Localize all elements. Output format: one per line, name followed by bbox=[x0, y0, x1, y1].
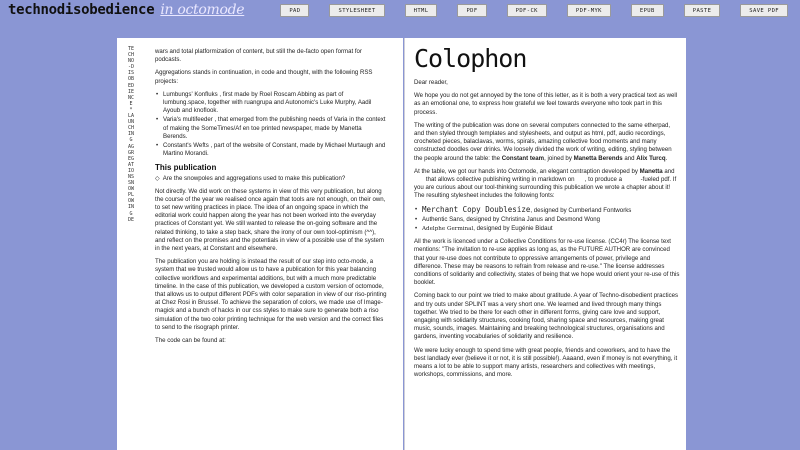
list-item: • Constant's Wefts , part of the website of Constant, made by Michael Murtaugh and Martino Morandi. bbox=[155, 142, 387, 158]
section-heading: This publication bbox=[155, 163, 217, 173]
font-name: Merchant Copy Doublesize bbox=[422, 204, 531, 214]
text: and bbox=[664, 167, 675, 175]
paragraph bbox=[414, 168, 680, 201]
font-list bbox=[414, 206, 680, 234]
stylesheet-button[interactable]: STYLESHEET bbox=[329, 4, 384, 17]
font-credit: , designed by Eugénie Bidaut bbox=[473, 225, 553, 233]
html-button[interactable]: HTML bbox=[405, 4, 438, 17]
question bbox=[155, 175, 387, 183]
diamond-icon: ◇ bbox=[155, 175, 160, 183]
text: Manetta bbox=[639, 167, 663, 175]
page-title: Colophon bbox=[414, 44, 527, 73]
paste-button[interactable]: PASTE bbox=[684, 4, 721, 17]
paragraph: All the work is licenced under a Collective Conditions for re-use license. (CC4r) The license text mentions: "The invitation to re-use applies as long as, as the FUTURE AUTHOR are convinced that your re-use does not contribute to oppressive arrangements of power, privilege and difference. These may be reasons to refrain from release and re-use." The license addresses conditions of solidarity and collectivity, states of being that we hope would orient your re-use of this booklet. bbox=[414, 238, 680, 287]
text: The resulting stylesheet includes the following fonts: bbox=[414, 192, 555, 200]
list-item bbox=[414, 216, 680, 224]
brand-title: technodisobedience bbox=[8, 2, 155, 18]
right-page bbox=[404, 38, 686, 450]
paragraph: Coming back to our point we tried to make about gratitude. A year of Techno-disobedient practices and try outs under SPLINT was a very short one. We learned and lived through many things together. We tried to be there for each other in different forms, giving care love and support, engaging with solidarity structures, cooking food, sharing space and resources, making great music, sounds, images. Maintaining and breaking technological structures, organisations and gardens, inventing vocabularies of solidarity and resilience. bbox=[414, 292, 679, 341]
text: and bbox=[624, 154, 635, 162]
left-column bbox=[155, 48, 387, 350]
text: At the table, we got our hands into Octomode, an elegant contraption developed by bbox=[414, 167, 638, 175]
text: , to produce a bbox=[584, 176, 622, 184]
pad-button[interactable]: PAD bbox=[280, 4, 309, 17]
paragraph: We were lucky enough to spend time with great people, friends and coworkers, and to have the best landlady ever (believe it or not, it is still possible!). Aaaand, even if money is not everything, it means a lot to be able to support many artists, researchers and collectives with meetings, workshops, commissions, and more. bbox=[414, 346, 678, 379]
text: Manetta Berends bbox=[573, 154, 623, 162]
pdf-ck-button[interactable]: PDF-CK bbox=[507, 4, 547, 17]
font-credit: , designed by Cumberland Fontworks bbox=[530, 206, 632, 214]
running-title: TECHNO-DISOBEDIENCE * LAUNCHING AGGREGATIONS SNOWPLOWING DE bbox=[127, 46, 135, 223]
left-page bbox=[117, 38, 403, 450]
brand bbox=[8, 2, 244, 18]
question-text: Are the snowpoles and aggregations used to make this publication? bbox=[162, 175, 346, 183]
paragraph: Not directly. We did work on these systems in view of this very publication, but along the course of the year we realised once again that tools are not enough, on their own, to set new writing practices in place. The idea of an ongoing space in which the editorial work could happen along the year has not been worked into the everyday practices of Constant yet. We still wanted to release the on-going software and the related thinking, to take a step back, share the irony of our own tool-optimism (^^), and reflect on the promises and the potentials in view of a possible use of the system in the next years, at Constant and elsewhere. bbox=[155, 187, 386, 253]
text: Constant team bbox=[501, 154, 545, 162]
paragraph: The publication you are holding is instead the result of our step into octo-mode, a system that we trusted would allow us to have a publication for this year balancing collective workflows and experimental additions, but with a much more predictable timeline. In the case of this publication, we developed a custom version of octomode, that allows us to output different PDFs with color separation in view of our riso-printing at Chez Rosi in Brussel. To achieve the separation of colors, we made use of Image-magick and a bunch of hacks in our css styles to make sure to generate both a riso simulation of the two color printing technique for the web version and the correct files to send to the risograph printer. bbox=[155, 258, 387, 331]
list-item bbox=[414, 225, 680, 233]
epub-button[interactable]: EPUB bbox=[631, 4, 664, 17]
text: , joined by bbox=[544, 154, 572, 162]
paragraph: Aggregations stands in continuation, in code and thought, with the following RSS projects: bbox=[155, 69, 373, 85]
list-item: • Lumbungs' Konfluks , first made by Roel Roscam Abbing as part of lumbung.space, together with ruangrupa and Autonomic's Luke Murphy, Aadil Ayoub and knoflook. bbox=[155, 91, 387, 116]
font-name: Authentic Sans bbox=[422, 215, 463, 223]
font-name: Adelphe Germinal bbox=[422, 226, 474, 233]
paragraph: wars and total platformization of content, but still the de-facto open format for podcasts. bbox=[155, 48, 362, 64]
text: that allows collective publishing writing in markdown on bbox=[425, 176, 575, 184]
rss-project-list bbox=[155, 91, 387, 159]
paragraph: We hope you do not get annoyed by the tone of this letter, as it is both a very practical text as well as an emotional one, to express how grateful we feel towards everyone who took part in this process. bbox=[414, 92, 678, 116]
text: Alix Turcq bbox=[636, 154, 666, 162]
list-item: • Varia's multifeeder , that emerged from the publishing needs of Varia in the context of making the SomeTimes/Af en toe printed newspaper, made by Manetta Berends. bbox=[155, 116, 387, 141]
text: -fueled pdf. If you are curious about our tool-thinking surrounding this publication we wrote a chapter about it! bbox=[414, 176, 677, 192]
right-column bbox=[414, 45, 680, 385]
paragraph: The writing of the publication was done on several computers connected to the same etherpad, and then styled through templates and stylesheets, and output as html, pdf, audio recordings, crocheted pieces, balaclavas, worms, spirals, amazing collective food moments and many constructed doodles over drinks. We loosely divided the work of writing, editing, styling between the people around the table: the Constant team, joined by Manetta Berends and Alix Turcq. bbox=[414, 121, 672, 162]
paragraph: The code can be found at: bbox=[155, 337, 226, 345]
top-bar bbox=[0, 0, 800, 24]
toolbar bbox=[260, 4, 788, 17]
save-pdf-button[interactable]: SAVE PDF bbox=[740, 4, 788, 17]
font-credit: , designed by Christina Janus and Desmond Wong bbox=[463, 215, 601, 223]
pdf-button[interactable]: PDF bbox=[457, 4, 486, 17]
octomode-link[interactable]: in octomode bbox=[160, 2, 245, 18]
text: The writing of the publication was done on several computers connected to the same etherpad, and then styled through templates and stylesheets, and output as html, pdf, audio recordings, crocheted pieces, balaclavas, worms, spirals, amazing collective food moments and many constructed doodles over drinks. We loosely divided the work of writing, editing, styling between the people around the table: the bbox=[414, 121, 672, 162]
greeting: Dear reader, bbox=[414, 79, 448, 86]
list-item bbox=[414, 206, 680, 215]
pdf-myk-button[interactable]: PDF-MYK bbox=[567, 4, 611, 17]
